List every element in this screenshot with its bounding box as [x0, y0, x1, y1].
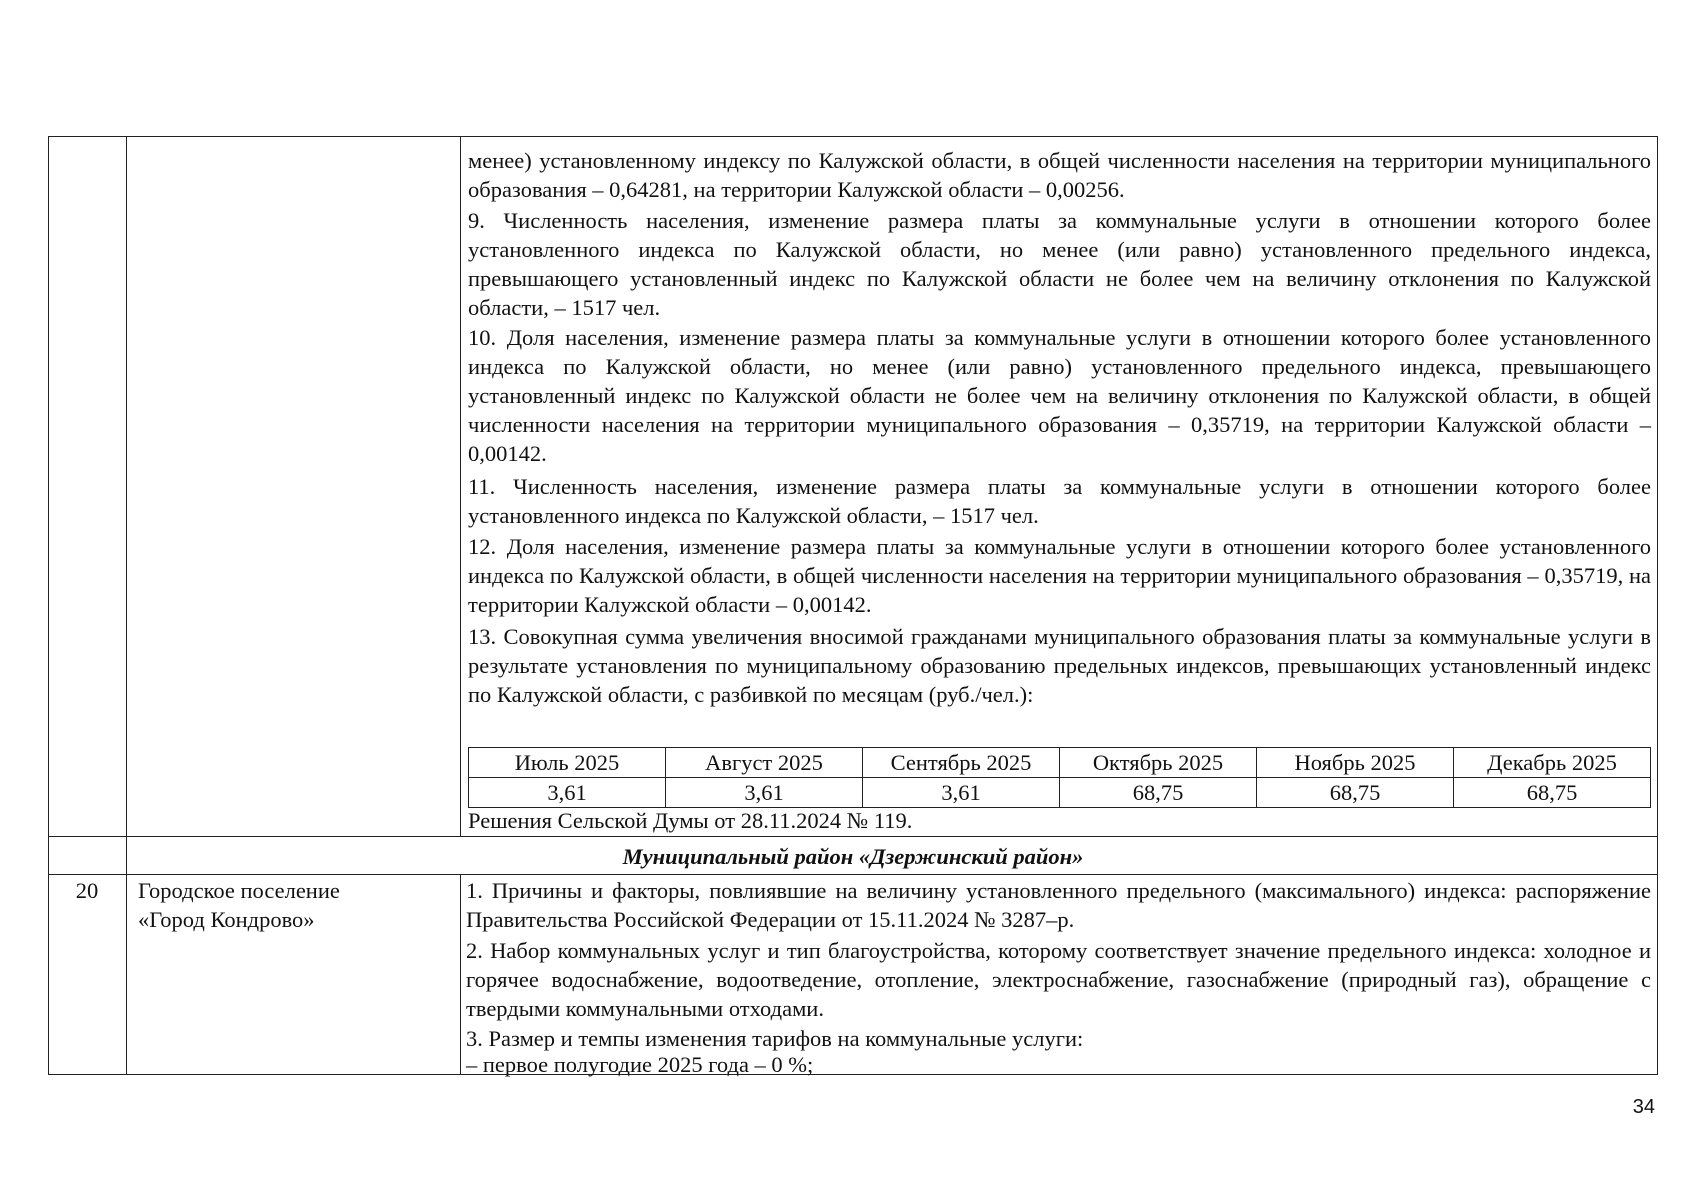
row20-paragraph-3: 3. Размер и темпы изменения тарифов на коммунальные услуги: [466, 1026, 1084, 1051]
paragraph-12: 12. Доля населения, изменение размера платы за коммунальные услуги в отношении которого более установленного индекса по Калужской области, в общей численности населения на территории муниципального образования – 0,35719, на территории Калужской области – 0,00142. [468, 534, 1651, 617]
table-cell: 3,61 [666, 778, 863, 808]
table-header-cell: Декабрь 2025 [1454, 748, 1651, 778]
table-header-cell: Август 2025 [666, 748, 863, 778]
decision-reference: Решения Сельской Думы от 28.11.2024 № 119. [468, 808, 913, 833]
column-divider [460, 136, 461, 836]
monthly-amounts-table [468, 747, 1651, 808]
paragraph-13: 13. Совокупная сумма увеличения вносимой гражданами муниципального образования платы за коммунальные услуги в результате установления по муниципальному образованию предельных индексов, превышающих установленный индекс по Калужской области, с разбивкой по месяцам (руб./чел.): [468, 624, 1651, 707]
column-divider [126, 136, 127, 1075]
municipality-name [138, 876, 453, 934]
table-row [469, 778, 1651, 808]
table-cell: 68,75 [1454, 778, 1651, 808]
row20-paragraph-2: 2. Набор коммунальных услуг и тип благоустройства, которому соответствует значение предельного индекса: холодное и горячее водоснабжение, водоотведение, отопление, электроснабжение, газоснабжение (природный газ), обращение с твердыми коммунальными отходами. [466, 938, 1651, 1021]
row-divider [48, 874, 1658, 875]
table-cell: 3,61 [863, 778, 1060, 808]
paragraph-10: 10. Доля населения, изменение размера платы за коммунальные услуги в отношении которого более установленного индекса по Калужской области, но менее (или равно) установленного предельного индекса, превышающего установленный индекс по Калужской области не более чем на величину отклонения по Калужской области, в общей численности населения на территории муниципального образования – 0,35719, на территории Калужской области – 0,00142. [468, 325, 1651, 466]
column-divider [460, 874, 461, 1075]
table-cell: 3,61 [469, 778, 666, 808]
page-number: 34 [1632, 1096, 1655, 1118]
table-cell: 68,75 [1060, 778, 1257, 808]
table-header-cell: Июль 2025 [469, 748, 666, 778]
table-header-cell: Ноябрь 2025 [1257, 748, 1454, 778]
row-number: 20 [75, 878, 99, 903]
row20-paragraph-1: 1. Причины и факторы, повлиявшие на величину установленного предельного (максимального) индекса: распоряжение Правительства Российской Федерации от 15.11.2024 № 3287–р. [466, 878, 1651, 932]
row-divider [48, 836, 1658, 837]
paragraph-8-continued: менее) установленному индексу по Калужской области, в общей численности населения на территории муниципального образования – 0,64281, на территории Калужской области – 0,00256. [468, 148, 1651, 202]
section-title: Муниципальный район «Дзержинский район» [622, 844, 1084, 869]
table-cell: 68,75 [1257, 778, 1454, 808]
paragraph-11: 11. Численность населения, изменение размера платы за коммунальные услуги в отношении которого более установленного индекса по Калужской области, – 1517 чел. [468, 474, 1651, 528]
table-header-row [469, 748, 1651, 778]
municipality-name-line2: «Город Кондрово» [138, 907, 315, 932]
table-header-cell: Сентябрь 2025 [863, 748, 1060, 778]
paragraph-9: 9. Численность населения, изменение размера платы за коммунальные услуги в отношении которого более установленного индекса по Калужской области, но менее (или равно) установленного предельного индекса, превышающего установленный индекс по Калужской области не более чем на величину отклонения по Калужской области, – 1517 чел. [468, 208, 1651, 320]
row20-paragraph-3-item: – первое полугодие 2025 года – 0 %; [466, 1052, 814, 1077]
municipality-name-line1: Городское поселение [138, 878, 340, 903]
table-header-cell: Октябрь 2025 [1060, 748, 1257, 778]
